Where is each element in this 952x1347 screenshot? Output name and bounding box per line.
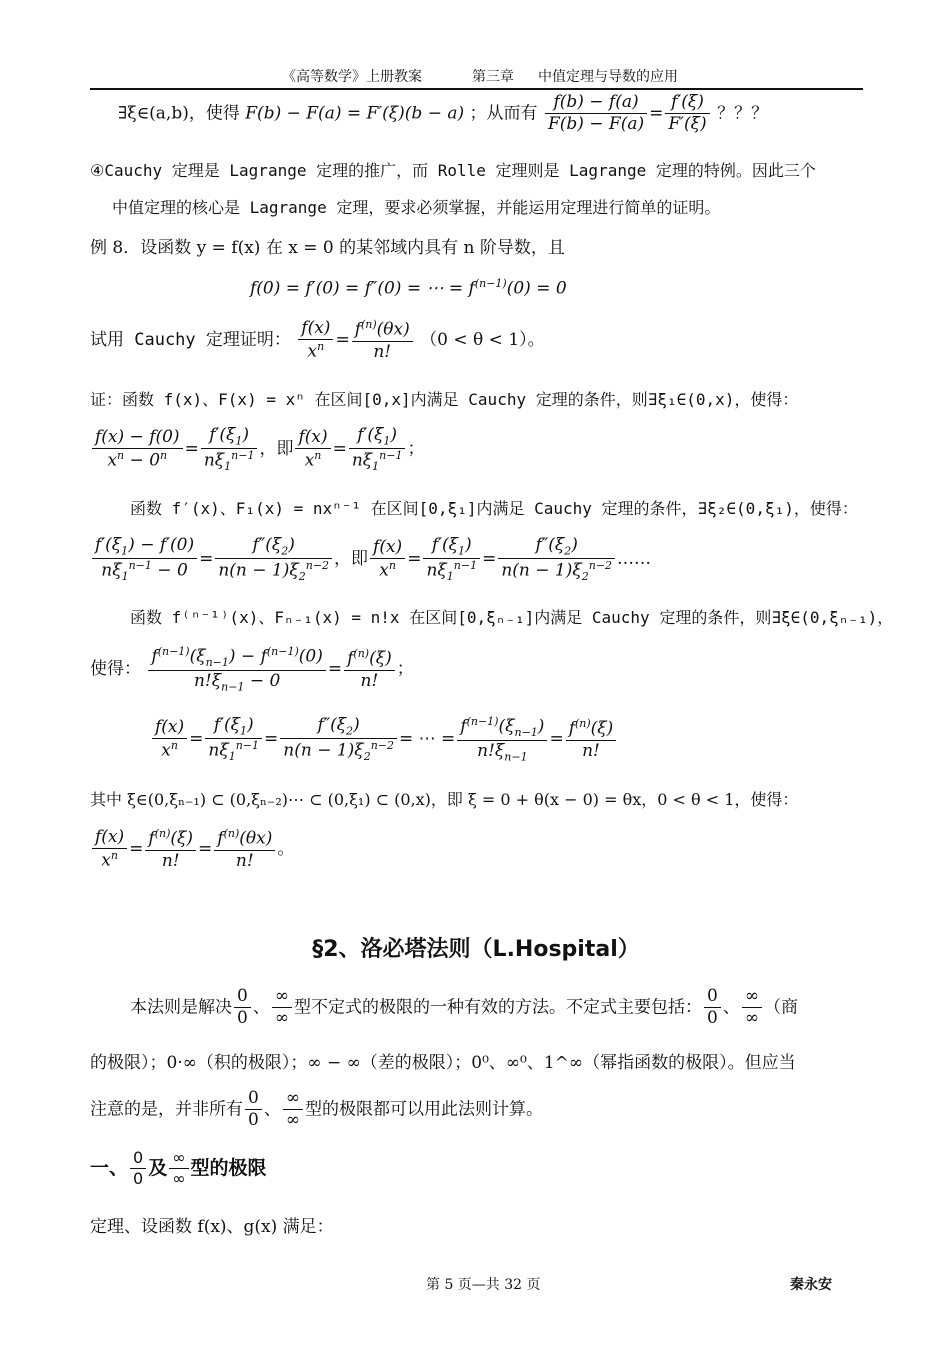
section-2-paragraph-line-3: 注意的是，并非所有 $\frac{0}{0}$ 、 $\frac{\infty}{\infty}$ 型的极限都可以用此法则计算。	[90, 1088, 543, 1131]
section-2-title: §2、洛必塔法则（L.Hospital）	[312, 937, 640, 962]
lagrange-formula: F(b) − F(a) = F′(ξ)(b − a)	[245, 103, 465, 124]
example-8-prove: 试用 Cauchy 定理证明： $\frac{f(x)}{x^n}$ = $\frac{f^{(n)}(\theta x)}{n!}$ （0 < θ < 1）。	[90, 318, 545, 362]
lagrange-line: ∃ξ∈(a,b)，使得 F(b) − F(a) = F′(ξ)(b − a) ；从而有 $\frac{f(b) - f(a)}{F(b) - F(a)}$ = $\frac{f'(\xi)}{F'(\xi)}$ ？？？	[118, 92, 769, 135]
note-4-line-2: 中值定理的核心是 Lagrange 定理，要求必须掌握，并能运用定理进行简单的证明。	[112, 198, 721, 217]
header-rule	[90, 88, 863, 90]
proof-line-1: 证：函数 f(x)、F(x) = xⁿ 在区间[0,x]内满足 Cauchy 定理的条件，则∃ξ₁∈(0,x)，使得：	[90, 390, 799, 409]
subsection-1-heading: 一、 $\frac{0}{0}$ 及 $\frac{\infty}{\infty}$ 型的极限	[90, 1148, 267, 1188]
question-marks: ？？？	[717, 103, 769, 124]
ratio-fraction: $\frac{f(b) - f(a)}{F(b) - F(a)}$	[545, 92, 647, 136]
proof-step-2-lead: 函数 f′(x)、F₁(x) = nxⁿ⁻¹ 在区间[0,ξ₁]内满足 Cauchy 定理的条件，∃ξ₂∈(0,ξ₁)，使得：	[130, 499, 858, 518]
theorem-statement: 定理、设函数 f(x)、g(x) 满足：	[90, 1217, 334, 1237]
example-8-statement: 例 8．设函数 y = f(x) 在 x = 0 的某邻域内具有 n 阶导数，且	[90, 238, 565, 258]
note-4-line-1: ④Cauchy 定理是 Lagrange 定理的推广，而 Rolle 定理则是 Lagrange 定理的特例。因此三个	[90, 161, 816, 180]
exists-text: ∃ξ∈(a,b)，使得	[118, 103, 240, 124]
header-topic: 中值定理与导数的应用	[538, 69, 678, 85]
author-name: 秦永安	[790, 1277, 832, 1293]
proof-step-3-lead: 函数 f⁽ⁿ⁻¹⁾(x)、Fₙ₋₁(x) = n!x 在区间[0,ξₙ₋₁]内满足 Cauchy 定理的条件，则∃ξ∈(0,ξₙ₋₁)，	[130, 608, 894, 627]
proof-step-1: $\frac{f(x) - f(0)}{x^n - 0^n}$ = $\frac{f'(\xi_1)}{n\xi_1^{n-1}}$ ，即 $\frac{f(x)}{x^n}$ = $\frac{f'(\xi_1)}{n\xi_1^{n-1}}$ ；	[90, 425, 424, 474]
proof-final: $\frac{f(x)}{x^n}$ = $\frac{f^{(n)}(\xi)}{n!}$ = $\frac{f^{(n)}(\theta x)}{n!}$ 。	[90, 827, 294, 872]
proof-step-2: $\frac{f'(\xi_1) - f'(0)}{n\xi_1^{n-1} - 0}$ = $\frac{f''(\xi_2)}{n(n - 1)\xi_2^{n-2}}$ ，即 $\frac{f(x)}{x^n}$ = $\frac{f'(\xi_1)}{n\xi_1^{n-1}}$ = $\frac{f''(\xi_2)}{n(n - 1)\xi_2^{n-2}}$ ……	[90, 535, 651, 584]
derivative-ratio-fraction: $\frac{f'(\xi)}{F'(\xi)}$	[665, 92, 709, 136]
example-8-condition: f(0) = f′(0) = f″(0) = ⋯ = $f^{(n-1)}(0) = 0$	[250, 277, 567, 299]
page-number: 第 5 页—共 32 页	[426, 1277, 541, 1293]
section-2-paragraph-line-2: 的极限）；0·∞（积的极限）；∞ − ∞（差的极限）；0⁰、∞⁰、1^∞（幂指函数的极限）。但应当	[90, 1053, 796, 1073]
proof-step-3: 使得： $\frac{f^{(n-1)}(\xi_{n-1}) - f^{(n-1)}(0)}{n!\xi_{n-1} - 0}$ = $\frac{f^{(n)}(\xi)}{n!}$ ；	[90, 645, 414, 694]
proof-where: 其中 ξ∈(0,ξₙ₋₁) ⊂ (0,ξₙ₋₂)⋯ ⊂ (0,ξ₁) ⊂ (0,x)，即 ξ = 0 + θ(x − 0) = θx，0 < θ < 1，使得：	[90, 790, 799, 809]
header-book-title: 《高等数学》上册教案	[282, 69, 422, 85]
then-text: ；从而有	[469, 103, 538, 124]
proof-chain: $\frac{f(x)}{x^n}$ = $\frac{f'(\xi_1)}{n\xi_1^{n-1}}$ = $\frac{f''(\xi_2)}{n(n - 1)\xi_2^{n-2}}$ = ⋯ = $\frac{f^{(n-1)}(\xi_{n-1})}{n!\xi_{n-1}}$ = $\frac{f^{(n)}(\xi)}{n!}$	[150, 715, 618, 764]
section-2-paragraph-line-1: 本法则是解决 $\frac{0}{0}$ 、 $\frac{\infty}{\infty}$ 型不定式的极限的一种有效的方法。不定式主要包括： $\frac{0}{0}$ 、 $\frac{\infty}{\infty}$ （商	[130, 986, 798, 1029]
header-chapter: 第三章	[472, 69, 514, 85]
